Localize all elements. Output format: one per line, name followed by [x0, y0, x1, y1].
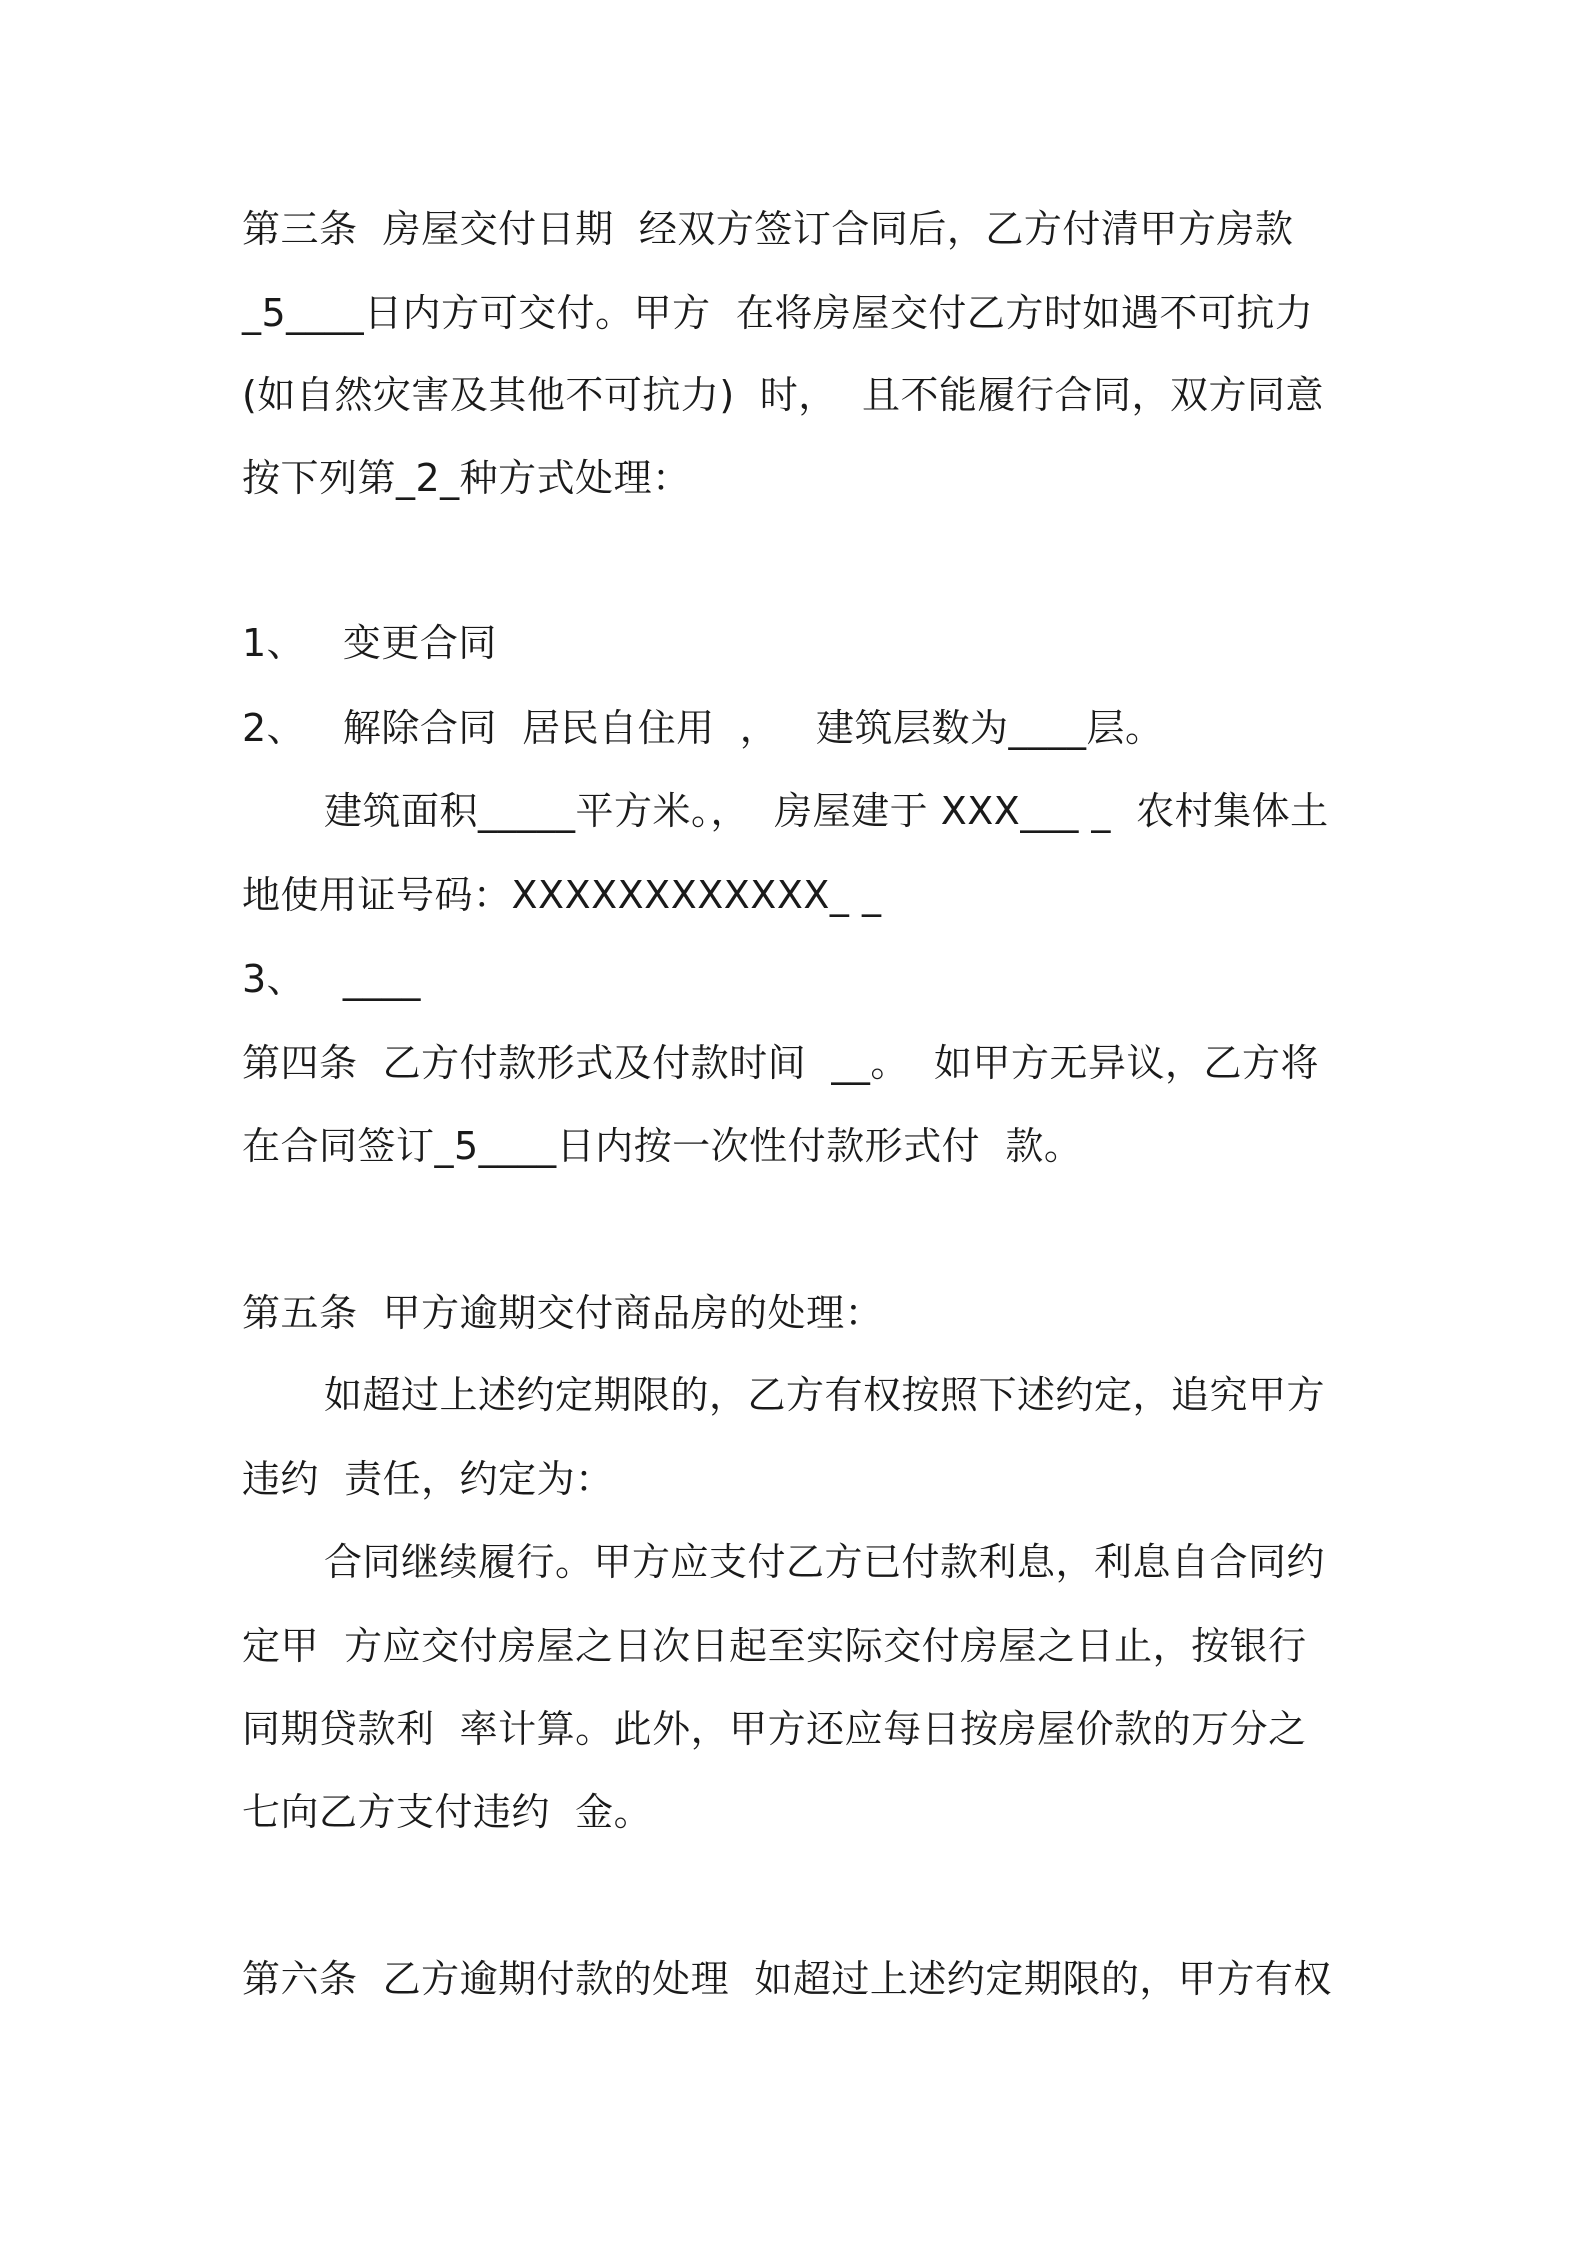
article-3-line-1: 第三条 房屋交付日期 经双方签订合同后，乙方付清甲方房款 [242, 207, 1294, 251]
article-5-line-4: 定甲 方应交付房屋之日次日起至实际交付房屋之日止，按银行 [242, 1624, 1307, 1668]
article-5-line-3: 合同继续履行。甲方应支付乙方已付款利息，利息自合同约 [324, 1540, 1326, 1584]
article-5-line-2: 违约 责任，约定为： [242, 1457, 614, 1501]
article-3-line-2: _5____日内方可交付。甲方 在将房屋交付乙方时如遇不可抗力 [242, 291, 1314, 335]
option-2-detail-line-2: 地使用证号码：XXXXXXXXXXXX_ _ [242, 873, 882, 917]
option-3-line: 3、 ____ [242, 957, 421, 1001]
option-1-line: 1、 变更合同 [242, 621, 497, 665]
article-3-line-3: (如自然灾害及其他不可抗力) 时， 且不能履行合同，双方同意 [242, 373, 1324, 417]
article-5-heading: 第五条 甲方逾期交付商品房的处理： [242, 1291, 884, 1335]
article-4-line-1: 第四条 乙方付款形式及付款时间 __。 如甲方无异议，乙方将 [242, 1041, 1319, 1085]
article-6-line-1: 第六条 乙方逾期付款的处理 如超过上述约定期限的，甲方有权 [242, 1957, 1332, 2001]
article-5-line-6: 七向乙方支付违约 金。 [242, 1790, 653, 1834]
article-5-line-1: 如超过上述约定期限的，乙方有权按照下述约定，追究甲方 [324, 1373, 1326, 1417]
article-5-line-5: 同期贷款利 率计算。此外，甲方还应每日按房屋价款的万分之 [242, 1707, 1307, 1751]
option-2-detail-line-1: 建筑面积_____平方米。， 房屋建于 XXX___ _ 农村集体土 [324, 789, 1329, 833]
article-3-line-4: 按下列第_2_种方式处理： [242, 456, 691, 500]
article-4-line-2: 在合同签订_5____日内按一次性付款形式付 款。 [242, 1124, 1083, 1168]
option-2-line: 2、 解除合同 居民自住用 ， 建筑层数为____层。 [242, 706, 1164, 750]
